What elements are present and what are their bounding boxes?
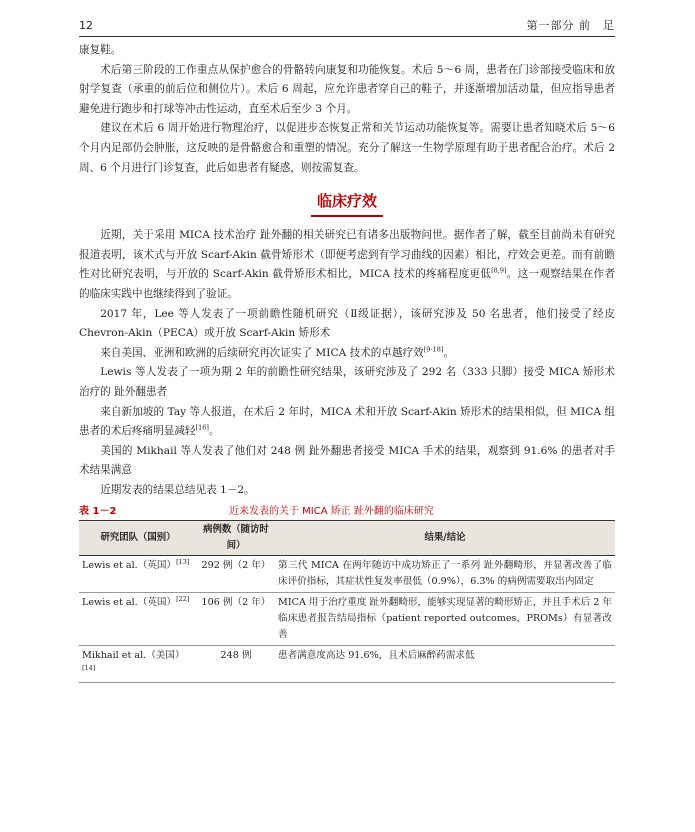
- column-header-result: 结果/结论: [275, 521, 615, 556]
- citation: [9-18]: [423, 345, 444, 354]
- cell-team: Mikhail et al.（美国）[14]: [79, 646, 197, 683]
- citation: [16]: [195, 423, 209, 432]
- table-row: [79, 646, 615, 683]
- paragraph: 建议在术后 6 周开始进行物理治疗，以促进步态恢复正常和关节运动功能恢复等。需要让患者知晓术后 5～6 个月内足部仍会肿胀，这反映的是骨骼愈合和重塑的情况。充分了解这一生物学原理有助于患者配合治疗。术后 2 周、6 个月进行门诊复查，此后如患者有疑惑，则按需复查。: [79, 122, 615, 174]
- table-row: [79, 556, 615, 593]
- paragraph: 术后第三阶段的工作重点从保护愈合的骨骼转向康复和功能恢复。术后 5～6 周，患者在门诊部接受临床和放射学复查（承重的前后位和侧位片）。术后 6 周起，应允许患者穿自己的鞋子，并逐渐增加活动量，但应指导患者避免进行跑步和打球等冲击性运动，直至术后至少 3 个月。: [79, 63, 615, 115]
- citation: [22]: [176, 595, 190, 604]
- cell-team: Lewis et al.（英国）[22]: [79, 593, 197, 646]
- running-title: 第一部分 前 足: [526, 19, 615, 32]
- citation: [13]: [176, 558, 190, 567]
- body-text: [79, 41, 615, 683]
- column-header-team: 研究团队（国别）: [79, 521, 197, 556]
- cell-result: 第三代 MICA 在两年随访中成功矫正了一系列 趾外翻畸形，并显著改善了临床评价指标，其症状性复发率很低（0.9%），6.3% 的病例需要取出内固定: [275, 556, 615, 593]
- paragraph: 美国的 Mikhail 等人发表了他们对 248 例 趾外翻患者接受 MICA 手术的结果，观察到 91.6% 的患者对手术结果满意: [79, 444, 615, 477]
- column-header-cases: 病例数（随访时间）: [197, 521, 275, 556]
- paragraph: Lewis 等人发表了一项为期 2 年的前瞻性研究结果，该研究涉及了 292 名（333 只脚）接受 MICA 矫形术治疗的 趾外翻患者: [79, 366, 615, 398]
- cell-cases: 106 例（2 年）: [197, 593, 275, 646]
- paragraph: 2017 年，Lee 等人发表了一项前瞻性随机研究（Ⅱ级证据），该研究涉及 50 名患者，他们接受了经皮 Chevron-Akin（PECA）或开放 Scarf-Akin 矫形术: [79, 307, 615, 340]
- paragraph-continued: 康复鞋。: [79, 44, 122, 56]
- results-table: [79, 520, 615, 683]
- cell-result: MICA 用于治疗重度 趾外翻畸形，能够实现显著的畸形矫正，并且手术后 2 年临床患者报告结局指标（patient reported outcomes，PROMs）有显著改善: [275, 593, 615, 646]
- cell-result: 患者满意度高达 91.6%，且术后麻醉药需求低: [275, 646, 615, 683]
- table-caption: [79, 504, 615, 520]
- table-title: 近来发表的关于 MICA 矫正 趾外翻的临床研究: [229, 506, 434, 518]
- citation: [14]: [82, 664, 96, 673]
- citation: [8,9]: [491, 266, 507, 275]
- paragraph: 来自美国、亚洲和欧洲的后续研究再次证实了 MICA 技术的卓越疗效[9-18]。: [100, 345, 455, 359]
- cell-team: Lewis et al.（英国）[13]: [79, 556, 197, 593]
- paragraph: 近期，关于采用 MICA 技术治疗 趾外翻的相关研究已有诸多出版物问世。据作者了解，截至目前尚未有研究报道表明，该术式与开放 Scarf-Akin 截骨矫形术（即便考虑到有学习曲线的因素）相比，疗效会更差。而有前瞻性对比研究表明，与开放的 Scarf-Akin 截骨矫形术相比，MICA 技术的疼痛程度更低[8,9]。这一观察结果在作者的临床实践中也继续得到了验证。: [79, 229, 615, 300]
- paragraph: 来自新加坡的 Tay 等人报道，在术后 2 年时，MICA 术和开放 Scarf-Akin 矫形术的结果相似，但 MICA 组患者的术后疼痛明显减轻[16]。: [79, 405, 615, 438]
- table-row: [79, 593, 615, 646]
- page-number: 12: [79, 18, 93, 32]
- table-number: 表 1－2: [79, 506, 117, 518]
- page-header: [79, 14, 615, 37]
- paragraph: 近期发表的结果总结见表 1－2。: [100, 483, 255, 496]
- table-header-row: [79, 521, 615, 556]
- cell-cases: 248 例: [197, 646, 275, 683]
- section-title: 临床疗效: [79, 191, 615, 217]
- cell-cases: 292 例（2 年）: [197, 556, 275, 593]
